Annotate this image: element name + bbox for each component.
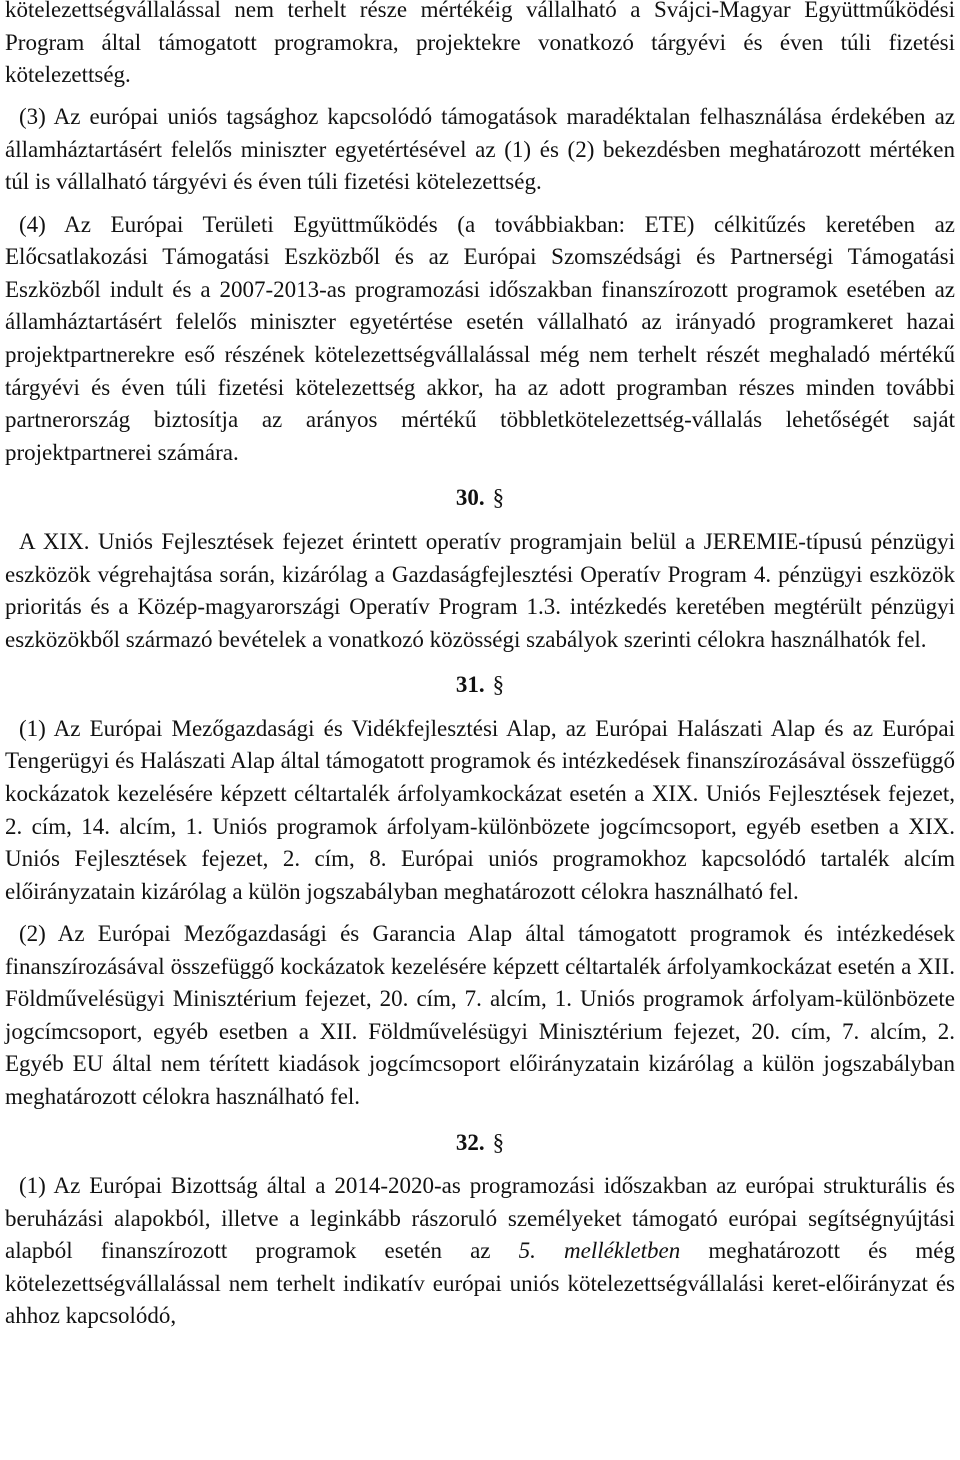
section-32-text-start: (1) Az Európai Bizottság által a 2014-2020-as programozási időszakban az európai strukturális és beruházási alapokból, illetve a leginkább rászoruló személyeket támogató európai segítségnyújtási alapból finanszírozott programok esetén az: [5, 1173, 955, 1264]
section-number-30: 30.: [455, 485, 485, 511]
section-sign: §: [492, 1129, 505, 1155]
paragraph-continuation: kötelezettségvállalással nem terhelt része mértékéig vállalható a Svájci-Magyar Együttműködési Program által támogatott programokra, projektekre vonatkozó tárgyévi és éven túli fizetési kötelezettség.: [5, 0, 955, 88]
section-sign: §: [492, 672, 505, 698]
paragraph-3: (3) Az európai uniós tagsághoz kapcsolódó támogatások maradéktalan felhasználása érdekében az államháztartásért felelős miniszter egyetértésével az (1) és (2) bekezdésben meghatározott mértéken túl is vállalható tárgyévi és éven túli fizetési kötelezettség.: [5, 104, 955, 195]
section-32-text-end: meghatározott és még kötelezettségvállalással nem terhelt indikatív európai uniós kötelezettségvállalási keret-előirányzat és ahhoz kapcsolódó,: [5, 1238, 955, 1329]
document-page: [5, 0, 955, 1333]
section-heading-30: [5, 482, 955, 515]
section-31-paragraph-2: (2) Az Európai Mezőgazdasági és Garancia Alap által támogatott programok és intézkedések finanszírozásával összefüggő kockázatok kezelésére képzett céltartalék árfolyamkockázat esetén a XII. Földművelésügyi Minisztérium fejezet, 20. cím, 7. alcím, 1. Uniós programok árfolyam-különbözete jogcímcsoport, egyéb esetben a XII. Földművelésügyi Minisztérium fejezet, 20. cím, 7. alcím, 2. Egyéb EU által nem térített kiadások jogcímcsoport előirányzatain kizárólag a külön jogszabályban meghatározott célokra használható fel.: [5, 920, 955, 1109]
annex-reference: 5. mellékletben: [518, 1238, 681, 1264]
section-sign: §: [492, 485, 505, 511]
section-31-paragraph-1: (1) Az Európai Mezőgazdasági és Vidékfejlesztési Alap, az Európai Halászati Alap és az Európai Tengerügyi és Halászati Alap által támogatott programok és intézkedések finanszírozásával összefüggő kockázatok kezelésére képzett céltartalék árfolyamkockázat esetén a XIX. Uniós Fejlesztések fejezet, 2. cím, 14. alcím, 1. Uniós programok árfolyam-különbözete jogcímcsoport, egyéb esetben a XIX. Uniós Fejlesztések fejezet, 2. cím, 8. Európai uniós programokhoz kapcsolódó tartalék alcím előirányzatain kizárólag a külön jogszabályban meghatározott célokra használható fel.: [5, 715, 955, 904]
paragraph-4: (4) Az Európai Területi Együttműködés (a továbbiakban: ETE) célkitűzés keretében az Előcsatlakozási Támogatási Eszközből és az Európai Szomszédsági és Partnerségi Támogatási Eszközből indult és a 2007-2013-as programozási időszakban finanszírozott programok esetében az államháztartásért felelős miniszter egyetértése esetén vállalható az irányadó programkeret hazai projektpartnerekre eső részének kötelezettségvállalással még nem terhelt részét meghaladó mértékű tárgyévi és éven túli fizetési kötelezettség akkor, ha az adott programban részes minden további partnerország biztosítja az arányos mértékű többletkötelezettség-vállalás lehetőségét saját projektpartnerei számára.: [5, 211, 955, 465]
section-number-31: 31.: [455, 672, 485, 698]
section-30-text: A XIX. Uniós Fejlesztések fejezet érintett operatív programjain belül a JEREMIE-típusú pénzügyi eszközök végrehajtása során, kizárólag a Gazdaságfejlesztési Operatív Program 4. pénzügyi eszközök prioritás és a Közép-magyarországi Operatív Program 1.3. intézkedés keretében megtérült pénzügyi eszközökből származó bevételek a vonatkozó közösségi szabályok szerinti célokra használhatók fel.: [5, 528, 955, 652]
section-32-paragraph-1: [5, 1170, 955, 1333]
section-heading-31: [5, 669, 955, 702]
section-heading-32: [5, 1127, 955, 1160]
section-number-32: 32.: [455, 1129, 485, 1155]
